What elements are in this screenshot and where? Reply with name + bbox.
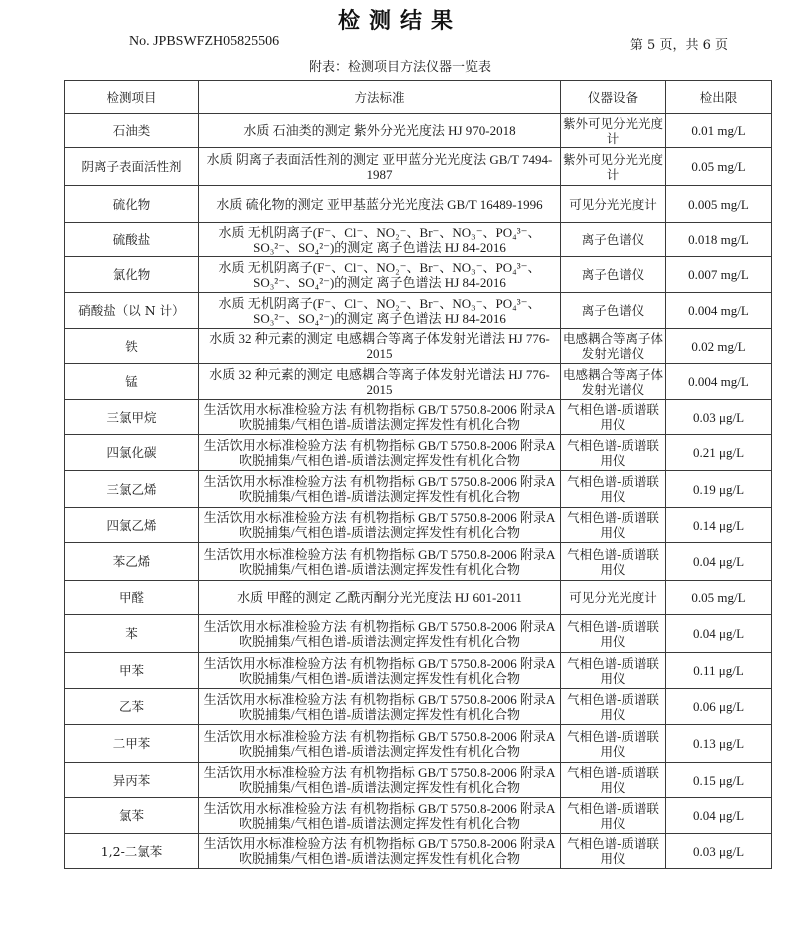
cell-item: 四氯乙烯 (65, 508, 199, 543)
cell-instrument: 气相色谱-质谱联用仪 (561, 653, 666, 689)
cell-item: 乙苯 (65, 689, 199, 725)
page-title: 检测结果 (337, 8, 462, 34)
cell-method: 水质 石油类的测定 紫外分光光度法 HJ 970-2018 (199, 114, 561, 148)
table-body (65, 114, 772, 869)
cell-instrument: 离子色谱仪 (561, 293, 666, 329)
cell-item: 氯苯 (65, 798, 199, 834)
cell-method: 生活饮用水标准检验方法 有机物指标 GB/T 5750.8-2006 附录A 吹脱捕集/气相色谱-质谱法测定挥发性有机化合物 (199, 725, 561, 763)
cell-instrument: 气相色谱-质谱联用仪 (561, 834, 666, 869)
cell-method: 水质 甲醛的测定 乙酰丙酮分光光度法 HJ 601-2011 (199, 581, 561, 615)
cell-instrument: 气相色谱-质谱联用仪 (561, 400, 666, 435)
cell-instrument: 可见分光光度计 (561, 581, 666, 615)
cell-instrument: 气相色谱-质谱联用仪 (561, 689, 666, 725)
cell-limit: 0.004 mg/L (666, 293, 772, 329)
cell-limit: 0.04 μg/L (666, 798, 772, 834)
table-row (65, 615, 772, 653)
table-row (65, 763, 772, 798)
cell-limit: 0.05 mg/L (666, 581, 772, 615)
cell-method: 水质 32 种元素的测定 电感耦合等离子体发射光谱法 HJ 776-2015 (199, 364, 561, 400)
table-row (65, 543, 772, 581)
table-row (65, 798, 772, 834)
cell-instrument: 电感耦合等离子体发射光谱仪 (561, 329, 666, 364)
cell-instrument: 气相色谱-质谱联用仪 (561, 435, 666, 471)
cell-instrument: 气相色谱-质谱联用仪 (561, 543, 666, 581)
cell-method: 水质 无机阴离子(F⁻、Cl⁻、NO₂⁻、Br⁻、NO₃⁻、PO₄³⁻、SO₃²⁻、SO₄²⁻)的测定 离子色谱法 HJ 84-2016 (199, 223, 561, 257)
table-row (65, 435, 772, 471)
report-number: No. JPBSWFZH05825506 (129, 34, 280, 49)
cell-instrument: 离子色谱仪 (561, 257, 666, 293)
cell-method: 水质 32 种元素的测定 电感耦合等离子体发射光谱法 HJ 776-2015 (199, 329, 561, 364)
cell-method: 生活饮用水标准检验方法 有机物指标 GB/T 5750.8-2006 附录A 吹脱捕集/气相色谱-质谱法测定挥发性有机化合物 (199, 834, 561, 869)
cell-limit: 0.03 μg/L (666, 834, 772, 869)
cell-limit: 0.04 μg/L (666, 543, 772, 581)
cell-limit: 0.21 μg/L (666, 435, 772, 471)
cell-item: 铁 (65, 329, 199, 364)
table-row (65, 689, 772, 725)
cell-limit: 0.11 μg/L (666, 653, 772, 689)
cell-limit: 0.007 mg/L (666, 257, 772, 293)
cell-limit: 0.05 mg/L (666, 148, 772, 186)
table-row (65, 653, 772, 689)
cell-limit: 0.018 mg/L (666, 223, 772, 257)
cell-method: 生活饮用水标准检验方法 有机物指标 GB/T 5750.8-2006 附录A 吹脱捕集/气相色谱-质谱法测定挥发性有机化合物 (199, 615, 561, 653)
table-row (65, 257, 772, 293)
cell-method: 生活饮用水标准检验方法 有机物指标 GB/T 5750.8-2006 附录A 吹脱捕集/气相色谱-质谱法测定挥发性有机化合物 (199, 689, 561, 725)
cell-limit: 0.005 mg/L (666, 186, 772, 223)
cell-item: 三氯甲烷 (65, 400, 199, 435)
cell-instrument: 气相色谱-质谱联用仪 (561, 798, 666, 834)
cell-limit: 0.14 μg/L (666, 508, 772, 543)
cell-method: 生活饮用水标准检验方法 有机物指标 GB/T 5750.8-2006 附录A 吹脱捕集/气相色谱-质谱法测定挥发性有机化合物 (199, 508, 561, 543)
cell-item: 异丙苯 (65, 763, 199, 798)
cell-item: 苯乙烯 (65, 543, 199, 581)
cell-item: 甲醛 (65, 581, 199, 615)
cell-instrument: 气相色谱-质谱联用仪 (561, 471, 666, 508)
cell-instrument: 紫外可见分光光度计 (561, 114, 666, 148)
table-row (65, 508, 772, 543)
cell-item: 硫化物 (65, 186, 199, 223)
col-header-method: 方法标准 (199, 81, 561, 114)
col-header-item: 检测项目 (65, 81, 199, 114)
table-row (65, 186, 772, 223)
cell-instrument: 紫外可见分光光度计 (561, 148, 666, 186)
cell-method: 水质 硫化物的测定 亚甲基蓝分光光度法 GB/T 16489-1996 (199, 186, 561, 223)
table-row (65, 725, 772, 763)
table-row (65, 400, 772, 435)
cell-item: 硝酸盐（以 N 计） (65, 293, 199, 329)
cell-item: 二甲苯 (65, 725, 199, 763)
cell-instrument: 气相色谱-质谱联用仪 (561, 725, 666, 763)
table-row (65, 293, 772, 329)
cell-item: 三氯乙烯 (65, 471, 199, 508)
cell-limit: 0.04 μg/L (666, 615, 772, 653)
method-table (64, 80, 772, 869)
cell-instrument: 电感耦合等离子体发射光谱仪 (561, 364, 666, 400)
cell-method: 水质 阴离子表面活性剂的测定 亚甲蓝分光光度法 GB/T 7494-1987 (199, 148, 561, 186)
cell-limit: 0.15 μg/L (666, 763, 772, 798)
cell-item: 阴离子表面活性剂 (65, 148, 199, 186)
cell-method: 水质 无机阴离子(F⁻、Cl⁻、NO₂⁻、Br⁻、NO₃⁻、PO₄³⁻、SO₃²⁻、SO₄²⁻)的测定 离子色谱法 HJ 84-2016 (199, 293, 561, 329)
table-row (65, 834, 772, 869)
cell-item: 1,2-二氯苯 (65, 834, 199, 869)
cell-method: 生活饮用水标准检验方法 有机物指标 GB/T 5750.8-2006 附录A 吹脱捕集/气相色谱-质谱法测定挥发性有机化合物 (199, 653, 561, 689)
table-row (65, 114, 772, 148)
table-row (65, 364, 772, 400)
col-header-instrument: 仪器设备 (561, 81, 666, 114)
cell-item: 苯 (65, 615, 199, 653)
cell-instrument: 气相色谱-质谱联用仪 (561, 763, 666, 798)
cell-item: 四氯化碳 (65, 435, 199, 471)
cell-method: 生活饮用水标准检验方法 有机物指标 GB/T 5750.8-2006 附录A 吹脱捕集/气相色谱-质谱法测定挥发性有机化合物 (199, 435, 561, 471)
cell-limit: 0.06 μg/L (666, 689, 772, 725)
cell-limit: 0.03 μg/L (666, 400, 772, 435)
table-row (65, 471, 772, 508)
cell-method: 生活饮用水标准检验方法 有机物指标 GB/T 5750.8-2006 附录A 吹脱捕集/气相色谱-质谱法测定挥发性有机化合物 (199, 763, 561, 798)
cell-instrument: 气相色谱-质谱联用仪 (561, 615, 666, 653)
cell-limit: 0.01 mg/L (666, 114, 772, 148)
page-indicator: 第 5 页，共 6 页 (629, 38, 728, 53)
cell-limit: 0.004 mg/L (666, 364, 772, 400)
cell-item: 石油类 (65, 114, 199, 148)
col-header-limit: 检出限 (666, 81, 772, 114)
cell-limit: 0.19 μg/L (666, 471, 772, 508)
cell-instrument: 可见分光光度计 (561, 186, 666, 223)
table-row (65, 223, 772, 257)
cell-method: 生活饮用水标准检验方法 有机物指标 GB/T 5750.8-2006 附录A 吹脱捕集/气相色谱-质谱法测定挥发性有机化合物 (199, 400, 561, 435)
cell-method: 水质 无机阴离子(F⁻、Cl⁻、NO₂⁻、Br⁻、NO₃⁻、PO₄³⁻、SO₃²⁻、SO₄²⁻)的测定 离子色谱法 HJ 84-2016 (199, 257, 561, 293)
cell-instrument: 离子色谱仪 (561, 223, 666, 257)
table-header-row (65, 81, 772, 114)
table-row (65, 148, 772, 186)
cell-item: 锰 (65, 364, 199, 400)
cell-limit: 0.13 μg/L (666, 725, 772, 763)
cell-item: 氯化物 (65, 257, 199, 293)
cell-instrument: 气相色谱-质谱联用仪 (561, 508, 666, 543)
cell-method: 生活饮用水标准检验方法 有机物指标 GB/T 5750.8-2006 附录A 吹脱捕集/气相色谱-质谱法测定挥发性有机化合物 (199, 543, 561, 581)
table-caption: 附表：检测项目方法仪器一览表 (308, 60, 491, 75)
cell-item: 硫酸盐 (65, 223, 199, 257)
cell-item: 甲苯 (65, 653, 199, 689)
cell-limit: 0.02 mg/L (666, 329, 772, 364)
cell-method: 生活饮用水标准检验方法 有机物指标 GB/T 5750.8-2006 附录A 吹脱捕集/气相色谱-质谱法测定挥发性有机化合物 (199, 471, 561, 508)
cell-method: 生活饮用水标准检验方法 有机物指标 GB/T 5750.8-2006 附录A 吹脱捕集/气相色谱-质谱法测定挥发性有机化合物 (199, 798, 561, 834)
table-row (65, 329, 772, 364)
table-row (65, 581, 772, 615)
